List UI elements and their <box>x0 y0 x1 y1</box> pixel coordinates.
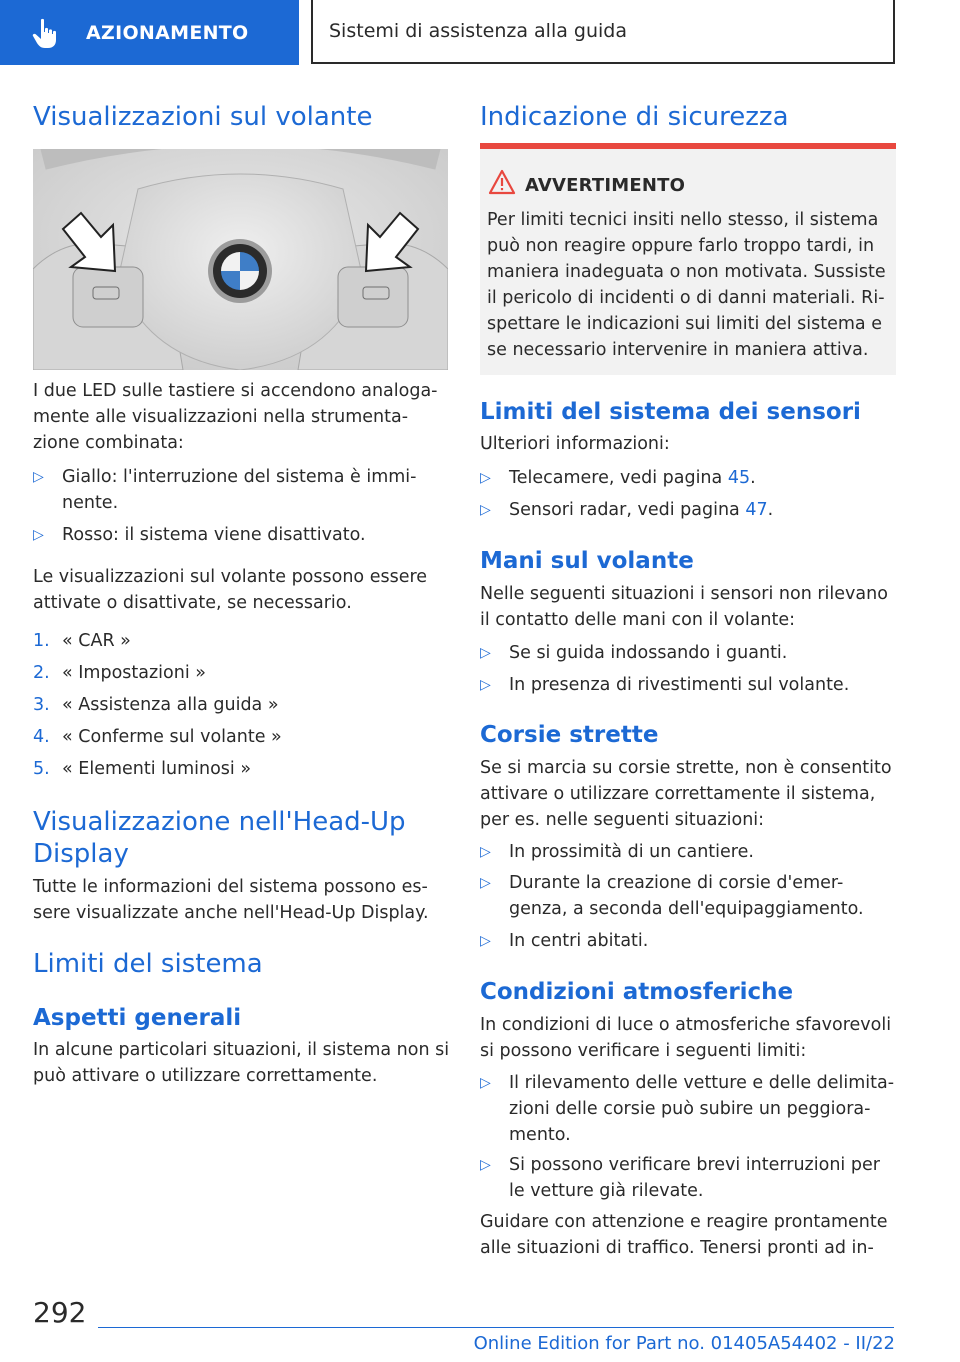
step-item <box>33 756 448 782</box>
page-link-47[interactable]: 47 <box>745 500 768 520</box>
steering-wheel-image <box>33 149 448 370</box>
text-line: Display <box>33 839 129 869</box>
warning-title: AVVERTIMENTO <box>525 175 686 196</box>
text-line: zioni delle corsie può subire un peggiora- <box>509 1099 871 1119</box>
text-line: se necessario intervenire in maniera attiva. <box>487 340 869 360</box>
bullet-triangle-icon: ▷ <box>480 1075 491 1091</box>
list-item-text <box>509 1070 894 1148</box>
text-line: In alcune particolari situazioni, il sistema non si <box>33 1040 450 1060</box>
bullet-triangle-icon: ▷ <box>480 844 491 860</box>
text-line: zione combinata: <box>33 433 184 453</box>
list-item-text: Rosso: il sistema viene disattivato. <box>62 525 366 545</box>
paragraph-mani <box>480 581 896 633</box>
list-item-text <box>509 1152 880 1204</box>
section-label: AZIONAMENTO <box>86 21 249 44</box>
bullet-triangle-icon: ▷ <box>480 875 491 891</box>
heading-condizioni: Condizioni atmosferiche <box>480 979 794 1005</box>
text-line: sere visualizzate anche nell'Head-Up Display. <box>33 903 429 923</box>
text-line: Il rilevamento delle vetture e delle delimita- <box>509 1073 895 1093</box>
text-line: Se si marcia su corsie strette, non è consentito <box>480 758 892 778</box>
list-item <box>480 640 896 666</box>
text-line: Nelle seguenti situazioni i sensori non rilevano <box>480 584 888 604</box>
list-item <box>480 1070 896 1148</box>
step-number: 2. <box>33 663 50 683</box>
step-number: 5. <box>33 759 50 779</box>
list-item <box>480 465 896 491</box>
list-item-text <box>509 465 756 491</box>
text-line: può attivare o utilizzare correttamente. <box>33 1066 378 1086</box>
chapter-title: Sistemi di assistenza alla guida <box>329 20 628 42</box>
text-line: Le visualizzazioni sul volante possono essere <box>33 567 428 587</box>
list-item <box>480 672 896 698</box>
step-item <box>33 660 448 686</box>
paragraph-visualizzazioni <box>33 564 448 616</box>
list-item-text: In centri abitati. <box>509 931 649 951</box>
list-item <box>480 870 896 922</box>
list-item <box>480 1152 896 1204</box>
heading-sensori: Limiti del sistema dei sensori <box>480 399 861 425</box>
step-text: « Assistenza alla guida » <box>62 695 279 715</box>
text-line: attivare o utilizzare correttamente il sistema, <box>480 784 876 804</box>
text-line: Giallo: l'interruzione del sistema è immi- <box>62 467 417 487</box>
list-item-text: In presenza di rivestimenti sul volante. <box>509 675 850 695</box>
footer-edition: Online Edition for Part no. 01405A54402 - II/22 <box>473 1333 895 1354</box>
list-item-text <box>509 497 773 523</box>
text-line: Telecamere, vedi pagina <box>509 468 728 488</box>
list-item <box>33 522 448 548</box>
text-line: spettare le indicazioni sui limiti del sistema e <box>487 314 882 334</box>
text-line: Sensori radar, vedi pagina <box>509 500 746 520</box>
heading-limiti: Limiti del sistema <box>33 949 263 979</box>
paragraph-aspetti <box>33 1037 453 1089</box>
section-tab <box>0 0 299 65</box>
text-line: attivate o disattivate, se necessario. <box>33 593 352 613</box>
list-item-text: In prossimità di un cantiere. <box>509 842 754 862</box>
text-line: Durante la creazione di corsie d'emer- <box>509 873 844 893</box>
bullet-triangle-icon: ▷ <box>480 1157 491 1173</box>
text-line: nente. <box>62 493 119 513</box>
text-line: I due LED sulle tastiere si accendono analoga- <box>33 381 438 401</box>
warning-triangle-icon <box>488 169 516 195</box>
step-item <box>33 692 448 718</box>
text-line: . <box>767 500 774 520</box>
text-line: mente alle visualizzazioni nella strumenta- <box>33 407 409 427</box>
text-line: Tutte le informazioni del sistema possono es- <box>33 877 428 897</box>
list-item <box>480 839 896 865</box>
bullet-triangle-icon: ▷ <box>33 469 44 485</box>
step-text: « Impostazioni » <box>62 663 206 683</box>
text-line: il contatto delle mani con il volante: <box>480 610 796 630</box>
bullet-triangle-icon: ▷ <box>33 527 44 543</box>
list-item-text <box>509 870 864 922</box>
list-item <box>480 497 896 523</box>
text-line: Si possono verificare brevi interruzioni per <box>509 1155 880 1175</box>
warning-box <box>480 143 896 375</box>
text-line: . <box>750 468 756 488</box>
text-line: maniera inadeguata o non motivata. Sussiste <box>487 262 886 282</box>
text-line: Per limiti tecnici insiti nello stesso, il sistema <box>487 210 879 230</box>
text-line: In condizioni di luce o atmosferiche sfavorevoli <box>480 1015 892 1035</box>
step-number: 4. <box>33 727 50 747</box>
pointing-hand-icon <box>28 16 62 50</box>
step-item <box>33 628 448 654</box>
text-line: può non reagire oppure farlo troppo tardi, in <box>487 236 875 256</box>
step-text: « Conferme sul volante » <box>62 727 282 747</box>
heading-sicurezza: Indicazione di sicurezza <box>480 102 789 132</box>
heading-aspetti: Aspetti generali <box>33 1005 242 1031</box>
text-line: il pericolo di incidenti o di danni materiali. Ri- <box>487 288 885 308</box>
bullet-triangle-icon: ▷ <box>480 470 491 486</box>
footer-divider <box>98 1327 894 1328</box>
list-item <box>33 464 448 516</box>
text-line: per es. nelle seguenti situazioni: <box>480 810 765 830</box>
step-number: 3. <box>33 695 50 715</box>
text-line: mento. <box>509 1125 571 1145</box>
bullet-triangle-icon: ▷ <box>480 677 491 693</box>
text-line: alle situazioni di traffico. Tenersi pronti ad in- <box>480 1238 874 1258</box>
page-number: 292 <box>33 1296 87 1329</box>
chapter-tab <box>311 0 895 64</box>
bullet-triangle-icon: ▷ <box>480 933 491 949</box>
paragraph-hud <box>33 874 448 926</box>
paragraph-led <box>33 378 448 456</box>
paragraph-sensori: Ulteriori informazioni: <box>480 434 670 454</box>
paragraph-condizioni <box>480 1012 900 1064</box>
step-text: « CAR » <box>62 631 131 651</box>
warning-text <box>487 207 892 363</box>
list-item-text <box>62 464 416 516</box>
text-line: genza, a seconda dell'equipaggiamento. <box>509 899 864 919</box>
paragraph-final <box>480 1209 900 1261</box>
list-item-text: Se si guida indossando i guanti. <box>509 643 788 663</box>
text-line: Visualizzazione nell'Head-Up <box>33 807 406 837</box>
text-line: le vetture già rilevate. <box>509 1181 704 1201</box>
paragraph-corsie <box>480 755 900 833</box>
bullet-triangle-icon: ▷ <box>480 502 491 518</box>
heading-mani: Mani sul volante <box>480 548 694 574</box>
bullet-triangle-icon: ▷ <box>480 645 491 661</box>
heading-corsie: Corsie strette <box>480 722 659 748</box>
text-line: si possono verificare i seguenti limiti: <box>480 1041 807 1061</box>
text-line: Guidare con attenzione e reagire prontamente <box>480 1212 888 1232</box>
step-item <box>33 724 448 750</box>
list-item <box>480 928 896 954</box>
page-link-45[interactable]: 45 <box>727 468 751 488</box>
heading-hud <box>33 806 448 870</box>
step-number: 1. <box>33 631 50 651</box>
step-text: « Elementi luminosi » <box>62 759 252 779</box>
heading-visualizzazioni: Visualizzazioni sul volante <box>33 102 373 132</box>
